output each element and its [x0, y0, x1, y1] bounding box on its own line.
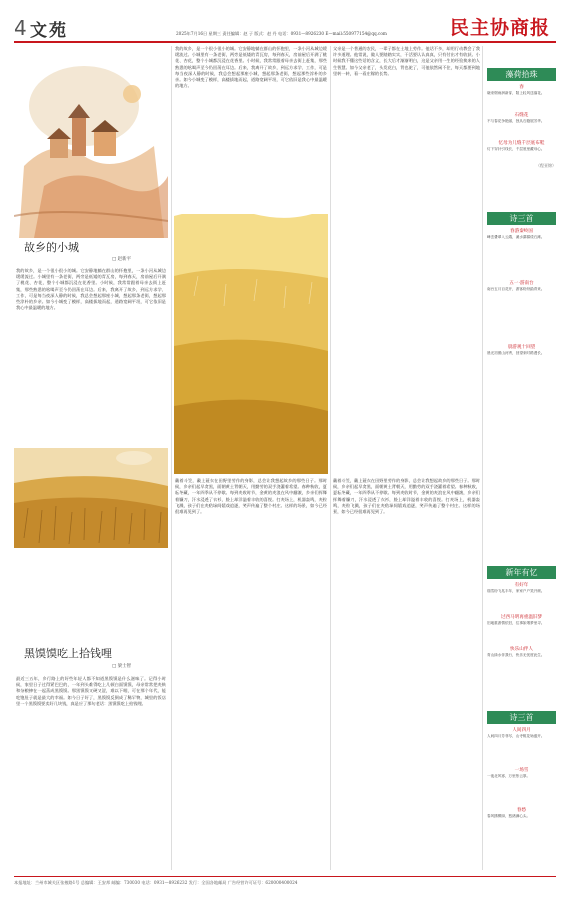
col-divider-2 [330, 46, 331, 870]
col-divider-1 [171, 46, 172, 870]
poem-3-title: 忆母为儿缝千层底布鞋 [498, 141, 545, 146]
sidebar-group-2 [487, 229, 556, 419]
right-column-body-bottom: 戴着斗笠，戴上蓑衣在田野里劳作的身影，总会让我想起故乡的那些日子。那时候，乡亲们起早贪黑，面朝黄土背朝天，用勤劳的双手浇灌着希望。春种秋收，夏耘冬藏，一年四季从不停歇。每到麦收时节，金黄的麦浪在风中翻滚，乡亲们挥舞着镰刀，汗水浸透了衣衫，脸上却洋溢着丰收的喜悦。打麦场上，机器轰鸣，麦粒飞溅，孩子们在麦秸垛间嬉戏追逐，笑声传遍了整个村庄。这样的场景，如今已经很难再见到了。 [333, 478, 480, 515]
footer-text: 本报地址：兰州市城关区张掖路1号 总编辑：王安邦 邮编：730030 电话：0931—8926232 发行：全国各地邮局 广告经营许可证号：620000400024 [14, 880, 298, 885]
sidebar-group-1 [487, 85, 556, 205]
poem-9-title: 快乐山伴人 [510, 647, 533, 652]
right-column-body-top: 父亲是一个普通的农民，一辈子都在土地上劳作。他话不多，却用行动教会了我许多道理。他常说，做人要踏踏实实，干活要认认真真，只有付出才有收获。小时候我不懂这些话的含义，长大后才渐渐明白，这是父亲用一生的经验换来的人生智慧。如今父亲老了，头发花白，背也驼了，可他依然闲不住，每天都要到地里转一转，看一看庄稼的长势。 [333, 46, 480, 76]
col-divider-3 [482, 46, 483, 870]
poem-6-title: 晨游观十回望 [507, 345, 536, 350]
poem-5-body: 南台五月百花开，游客纷纷踏青来。 [487, 287, 545, 291]
sidebar-section-1: 藻荷拾珠 [487, 68, 556, 81]
article2-author: □ 梁士智 [112, 664, 132, 669]
page-number: 4 [14, 16, 27, 40]
masthead: 民主协商报 [450, 17, 551, 39]
poem-7-body: 瑞雪纷飞兆丰年，家家户户笑开颜。 [487, 589, 545, 593]
sidebar-section-3: 新年有忆 [487, 566, 556, 579]
meta-line: 2025年7月16日 星期三 责任编辑：赵 子 版式：赵 丹 电话：0931—8926230 E—mail:550977154@qq.com [176, 31, 387, 36]
sidebar-group-4 [487, 728, 556, 868]
poem-1-title: 春 [519, 85, 524, 90]
poem-8-body: 旧地重游情依旧，往事如烟梦里寻。 [487, 621, 545, 625]
article1-continued: 我的故乡，是一个很小很小的城。它安静地躺在群山的怀抱里，一条小河从城边缓缓流过。小城里有一条老街，两旁是低矮的青瓦房，每到春天，房前屋后开满了桃花、杏花，整个小城都沉浸在花香里。小时候，我常常跟着母亲去街上赶集，那些熟悉的吆喝声至今仍回荡在耳边。后来，我离开了故乡，到远方求学、工作，可是每当夜深人静的时候，我总会想起那座小城，想起那条老街，想起那些淳朴的乡亲。如今小城变了模样，高楼拔地而起，道路宽阔平坦，可它依旧是我心中最温暖的地方。 [175, 46, 327, 89]
article2-title: 黑馍馍吃上拾钱哩 [24, 647, 112, 660]
article1-author: □ 赵新平 [112, 257, 132, 262]
poem-1-body: 晓来烟雨润新芽，陌上轻风送落花。 [487, 91, 545, 95]
poem-3-body: 灯下穿针引线长，千层底里藏母心。 [487, 147, 545, 151]
sidebar-section-4: 诗三首 [487, 711, 556, 724]
poem-9-body: 青山绿水伴我行，快乐无忧度此生。 [487, 653, 545, 657]
wheat-illustration [14, 428, 168, 548]
poem-5-title: 五一·游南台 [509, 281, 534, 286]
poem-10-body: 人间四月芳菲尽，山寺桃花始盛开。 [487, 734, 545, 738]
poem-2-title: 石缝花 [514, 113, 529, 118]
poem-6-body: 晨光初照山河秀，回望来时路漫长。 [487, 351, 545, 355]
poem-10-title: 人间四月 [512, 728, 531, 733]
article1-body: 我的故乡，是一个很小很小的城。它安静地躺在群山的怀抱里，一条小河从城边缓缓流过。小城里有一条老街，两旁是低矮的青瓦房，每到春天，房前屋后开满了桃花、杏花，整个小城都沉浸在花香里。小时候，我常常跟着母亲去街上赶集，那些熟悉的吆喝声至今仍回荡在耳边。后来，我离开了故乡，到远方求学、工作，可是每当夜深人静的时候，我总会想起那座小城，想起那条老街，想起那些淳朴的乡亲。如今小城变了模样，高楼拔地而起，道路宽阔平坦，可它依旧是我心中最温暖的地方。 [16, 268, 166, 311]
article2-body: 最近三五年，乡行路上的好些年轻人都不知道黑馍馍是什么滋味了。记得小时候，家里日子过得紧巴巴的，一年到头难得吃上几顿白面馍馍，母亲常常把麦麸和杂粮掺在一起蒸成黑馍馍。那黑馍馍又硬又涩，难以下咽，可在那个年代，能吃饱肚子就是最大的幸福。如今日子好了，黑馍馍反倒成了稀罕物，城里的饭店里一个黑馍馍要卖好几块钱，真是应了那句老话：黑馍馍吃上拾钱哩。 [16, 676, 166, 706]
poem-4-title: 春游秦岭国 [510, 229, 533, 234]
header-rule [14, 41, 556, 43]
poem-12-title: 春愁 [516, 808, 527, 813]
sidebar-section-2: 诗三首 [487, 212, 556, 225]
town-illustration [14, 46, 168, 238]
poem-8-title: 过西马明再重温旧梦 [500, 615, 543, 620]
footer-rule [14, 876, 556, 877]
poem-2-body: 不与春花争艳丽，独从石缝展芳华。 [487, 119, 545, 123]
article1-title: 故乡的小城 [24, 241, 79, 254]
poem-11-body: 一夜北风寒，万里彤云厚。 [487, 774, 531, 778]
middle-column-body: 戴着斗笠，戴上蓑衣在田野里劳作的身影，总会让我想起故乡的那些日子。那时候，乡亲们起早贪黑，面朝黄土背朝天，用勤劳的双手浇灌着希望。春种秋收，夏耘冬藏，一年四季从不停歇。每到麦收时节，金黄的麦浪在风中翻滚，乡亲们挥舞着镰刀，汗水浸透了衣衫，脸上却洋溢着丰收的喜悦。打麦场上，机器轰鸣，麦粒飞溅，孩子们在麦秸垛间嬉戏追逐，笑声传遍了整个村庄。这样的场景，如今已经很难再见到了。 [175, 478, 327, 515]
poem-3-author: （程亚锦） [536, 163, 556, 168]
poem-11-title: 一场雪 [514, 768, 529, 773]
sidebar-group-3 [487, 583, 556, 703]
section-title: 文苑 [30, 21, 68, 41]
poem-7-title: 有好年 [514, 583, 529, 588]
poem-12-body: 春风拂柳绿，愁绪满心头。 [487, 814, 531, 818]
poem-4-body: 峰峦叠翠入云端，溪水潺潺绕石滩。 [487, 235, 545, 239]
